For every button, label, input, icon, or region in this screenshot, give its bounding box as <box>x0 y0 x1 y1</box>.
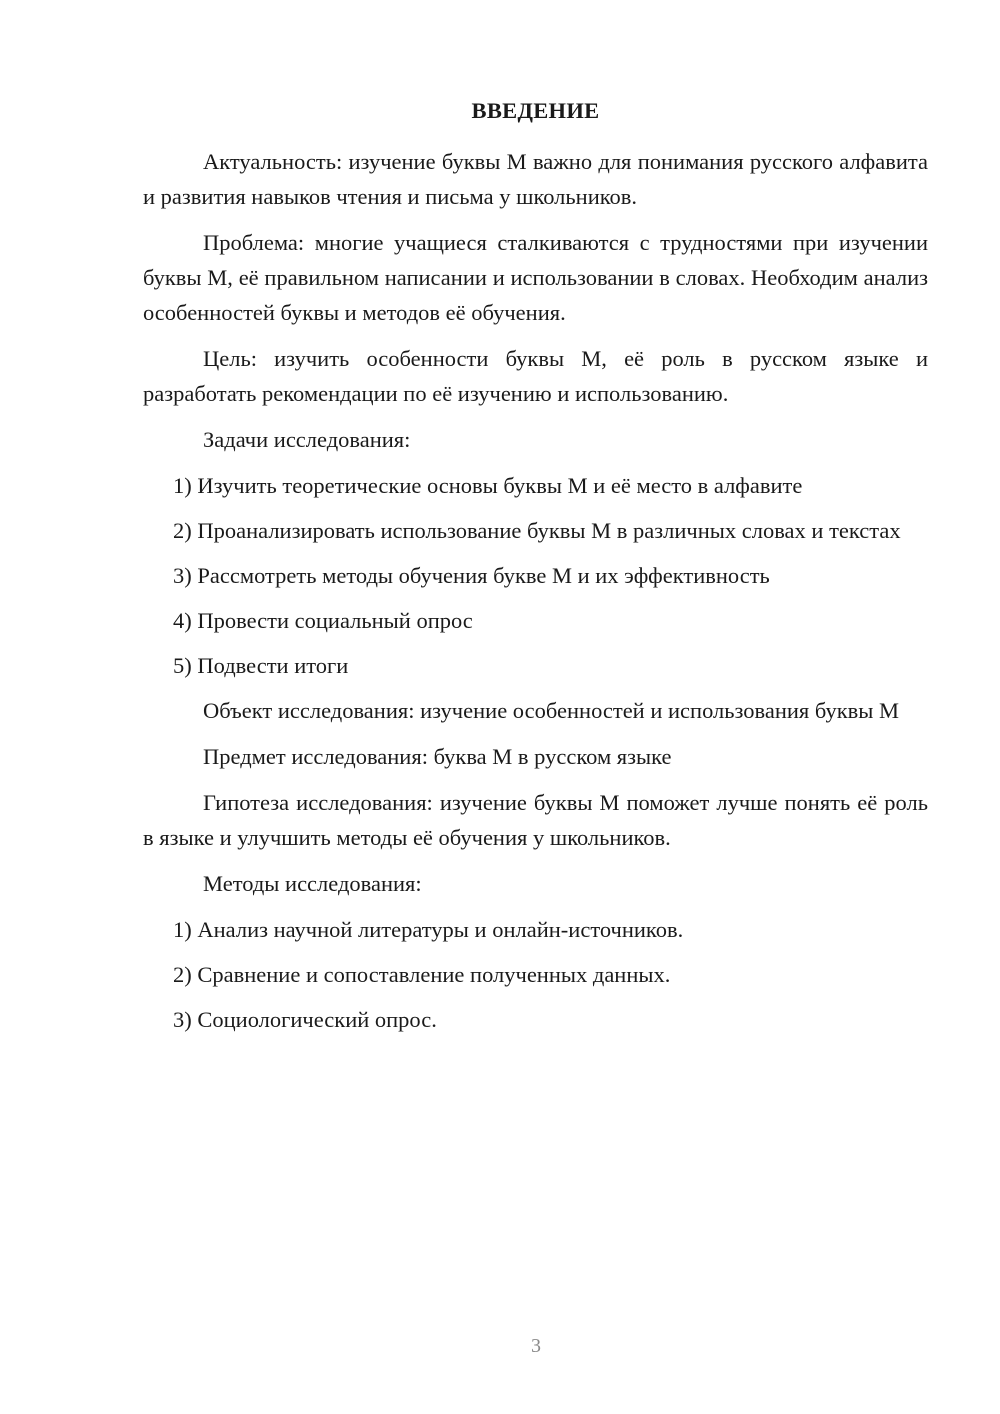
paragraph-goal: Цель: изучить особенности буквы М, её роль в русском языке и разработать рекомендации по её изучению и использованию. <box>143 346 928 406</box>
task-item-3: 3) Рассмотреть методы обучения букве М и их эффективность <box>173 563 770 588</box>
method-item-1: 1) Анализ научной литературы и онлайн-источников. <box>173 917 684 942</box>
paragraph-subject: Предмет исследования: буква М в русском языке <box>203 744 672 769</box>
page-number: 3 <box>531 1335 541 1357</box>
task-item-5: 5) Подвести итоги <box>173 653 349 678</box>
paragraph-methods-heading: Методы исследования: <box>203 871 422 896</box>
paragraph-relevance: Актуальность: изучение буквы М важно для понимания русского алфавита и развития навыков чтения и письма у школьников. <box>143 149 928 209</box>
paragraph-tasks-heading: Задачи исследования: <box>203 427 411 452</box>
page-title: ВВЕДЕНИЕ <box>471 98 600 123</box>
paragraph-object: Объект исследования: изучение особенностей и использования буквы М <box>203 698 900 723</box>
task-item-1: 1) Изучить теоретические основы буквы М и её место в алфавите <box>173 473 803 498</box>
paragraph-problem: Проблема: многие учащиеся сталкиваются с трудностями при изучении буквы М, её правильном написании и использовании в словах. Необходим анализ особенностей буквы и методов её обучения. <box>143 230 928 325</box>
task-item-2: 2) Проанализировать использование буквы М в различных словах и текстах <box>173 518 901 543</box>
method-item-2: 2) Сравнение и сопоставление полученных данных. <box>173 962 671 987</box>
task-item-4: 4) Провести социальный опрос <box>173 608 473 633</box>
paragraph-hypothesis: Гипотеза исследования: изучение буквы М поможет лучше понять её роль в языке и улучшить методы её обучения у школьников. <box>143 790 928 850</box>
method-item-3: 3) Социологический опрос. <box>173 1007 437 1032</box>
page-content <box>143 96 928 1047</box>
